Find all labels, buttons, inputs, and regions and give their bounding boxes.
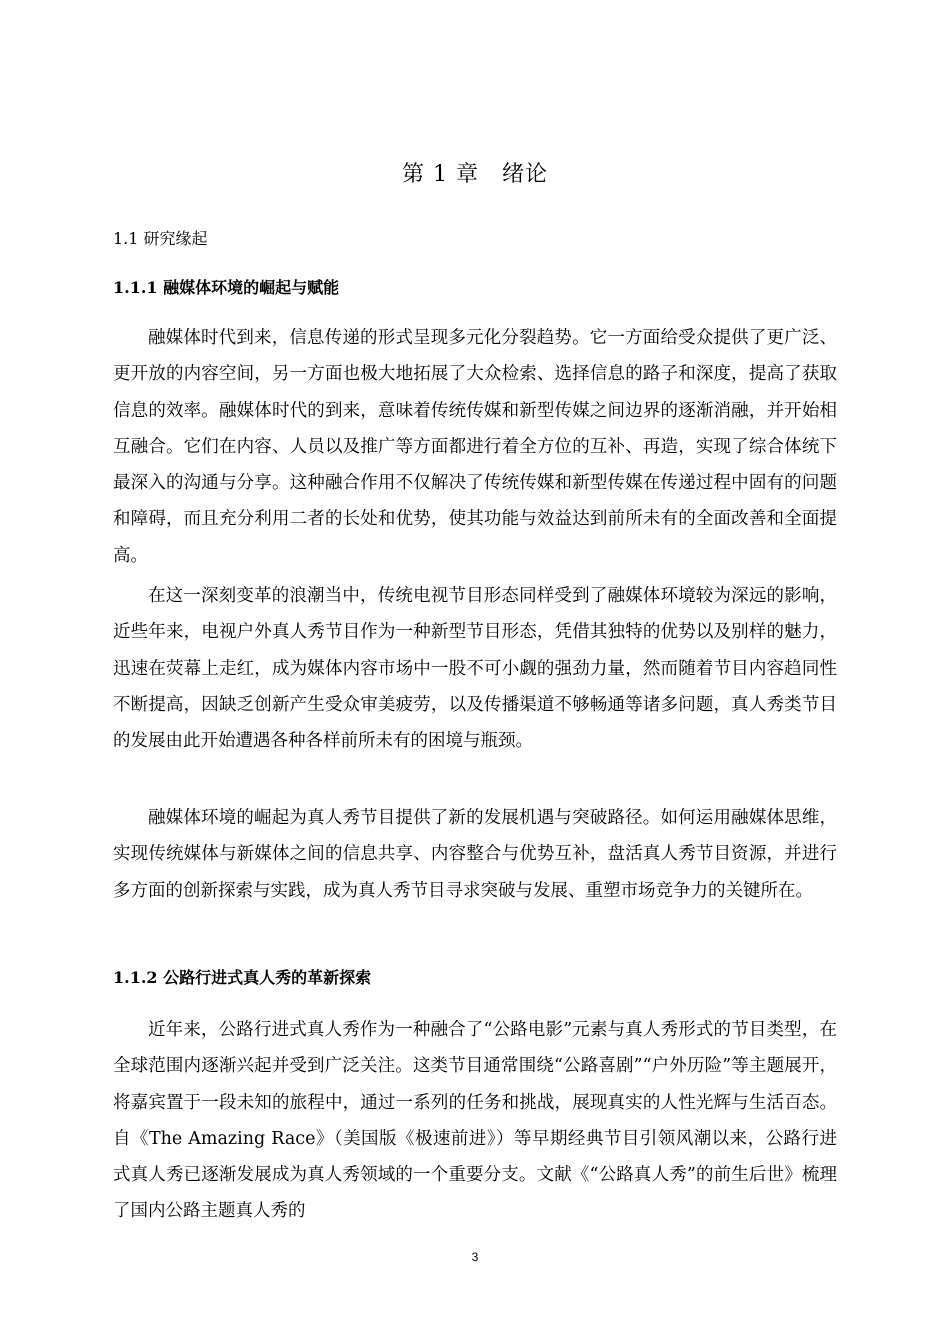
paragraph: 近年来，公路行进式真人秀作为一种融合了“公路电影”元素与真人秀形式的节目类型，在全球范围内逐渐兴起并受到广泛关注。这类节目通常围绕“公路喜剧”“户外历险”等主题展开，将嘉宾置于一段未知的旅程中，通过一系列的任务和挑战，展现真实的人性光辉与生活百态。自《The Amazing Race》（美国版《极速前进》）等早期经典节目引领风潮以来，公路行进式真人秀已逐渐发展成为真人秀领域的一个重要分支。文献《“公路真人秀”的前生后世》梳理了国内公路主题真人秀的 [113, 1020, 837, 1222]
paragraph: 融媒体时代到来，信息传递的形式呈现多元化分裂趋势。它一方面给受众提供了更广泛、更开放的内容空间，另一方面也极大地拓展了大众检索、选择信息的路子和深度，提高了获取信息的效率。融媒体时代的到来，意味着传统传媒和新型传媒之间边界的逐渐消融，并开始相互融合。它们在内容、人员以及推广等方面都进行着全方位的互补、再造，实现了综合体统下最深入的沟通与分享。这种融合作用不仅解决了传统传媒和新型传媒在传递过程中固有的问题和障碍，而且充分利用二者的长处和优势，使其功能与效益达到前所未有的全面改善和全面提高。 [113, 328, 837, 566]
chapter-title: 第 1 章 绪论 [402, 162, 548, 187]
subsection-heading-1-1-1: 1.1.1 融媒体环境的崛起与赋能 [113, 278, 340, 297]
paragraph: 在这一深刻变革的浪潮当中，传统电视节目形态同样受到了融媒体环境较为深远的影响，近些年来，电视户外真人秀节目作为一种新型节目形态，凭借其独特的优势以及别样的魅力，迅速在荧幕上走红，成为媒体内容市场中一股不可小觑的强劲力量，然而随着节目内容趋同性不断提高，因缺乏创新产生受众审美疲劳，以及传播渠道不够畅通等诸多问题，真人秀类节目的发展由此开始遭遇各种各样前所未有的困境与瓶颈。 [113, 586, 837, 752]
subsection-heading-1-1-2: 1.1.2 公路行进式真人秀的革新探索 [113, 968, 372, 987]
page-number: 3 [471, 1250, 479, 1264]
section-heading: 1.1 研究缘起 [113, 229, 208, 248]
paragraph: 融媒体环境的崛起为真人秀节目提供了新的发展机遇与突破路径。如何运用融媒体思维，实现传统媒体与新媒体之间的信息共享、内容整合与优势互补，盘活真人秀节目资源，并进行多方面的创新探索与实践，成为真人秀节目寻求突破与发展、重塑市场竞争力的关键所在。 [113, 808, 837, 901]
